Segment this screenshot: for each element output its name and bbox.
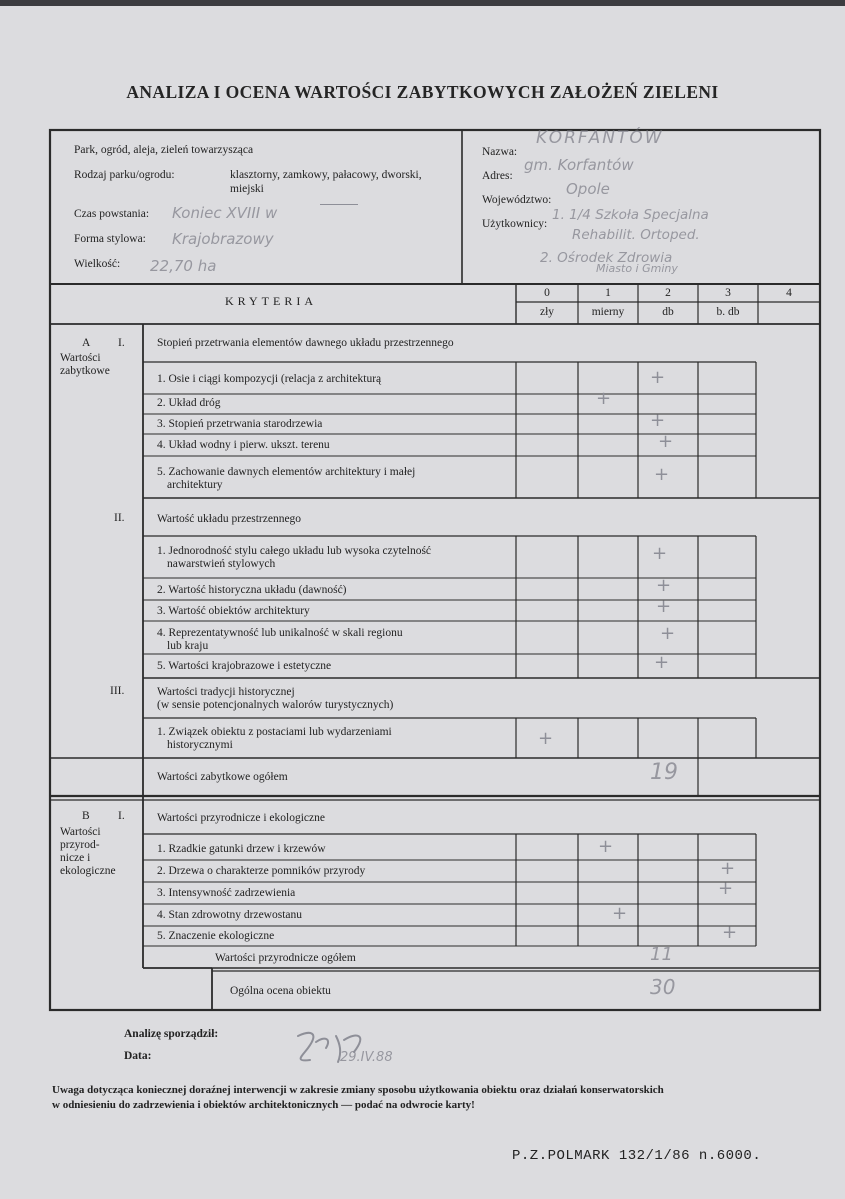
score-3-num: 3	[725, 287, 731, 299]
a2-heading: Wartość układu przestrzennego	[157, 513, 302, 525]
users-line-3: 2. Ośrodek Zdrowia	[540, 250, 673, 266]
check-mark: +	[660, 623, 676, 644]
check-mark: +	[656, 575, 672, 596]
a1-item-3: 3. Stopień przetrwania starodrzewia	[157, 418, 323, 430]
voivodeship-label: Województwo:	[482, 194, 552, 206]
score-1-num: 1	[605, 287, 611, 299]
check-mark: +	[658, 431, 674, 452]
intervention-note	[52, 1083, 822, 1113]
section-a-name: Wartości	[60, 352, 101, 364]
a1-item-4: 4. Układ wodny i pierw. ukszt. terenu	[157, 439, 330, 451]
intervention-note-line-1: Uwaga dotycząca koniecznej doraźnej interwencji w zakresie zmiany sposobu użytkowania obiektu oraz działań konserwatorskich	[52, 1084, 664, 1096]
check-mark: +	[718, 878, 734, 899]
underline-mark	[320, 204, 358, 205]
b1-heading: Wartości przyrodnicze i ekologiczne	[157, 812, 325, 824]
b1-item-2: 2. Drzewa o charakterze pomników przyrody	[157, 865, 366, 877]
a1-item-2: 2. Układ dróg	[157, 397, 221, 409]
a2-item-4: 4. Reprezentatywność lub unikalność w skali regionu	[157, 627, 403, 639]
score-2-num: 2	[665, 287, 671, 299]
check-mark: +	[612, 903, 628, 924]
check-mark: +	[598, 836, 614, 857]
score-1-name: mierny	[591, 306, 625, 318]
a3-heading: Wartości tradycji historycznej	[157, 686, 295, 698]
section-b-name-3: nicze i	[60, 852, 91, 864]
intervention-note-line-2: w odniesieniu do zadrzewienia i obiektów architektonicznych — podać na odwrocie karty!	[52, 1099, 475, 1111]
print-code: P.Z.POLMARK 132/1/86 n.6000.	[512, 1148, 762, 1164]
a1-item-5-cont: architektury	[167, 479, 223, 491]
check-mark: +	[722, 922, 738, 943]
voivodeship-value: Opole	[566, 180, 610, 198]
section-a-i-numeral: I.	[118, 337, 125, 349]
check-mark: +	[596, 388, 612, 409]
section-a-letter: A	[82, 337, 91, 349]
check-mark: +	[652, 543, 668, 564]
overall-label: Ogólna ocena obiektu	[230, 985, 331, 997]
check-mark: +	[656, 596, 672, 617]
address-value: gm. Korfantów	[524, 156, 634, 174]
score-2-name: db	[662, 306, 674, 318]
b1-item-1: 1. Rzadkie gatunki drzew i krzewów	[157, 843, 326, 855]
creation-time-label: Czas powstania:	[74, 208, 150, 220]
date-value: 29.IV.88	[340, 1050, 393, 1065]
style-form-label: Forma stylowa:	[74, 233, 146, 245]
users-line-4: Miasto i Gminy	[596, 262, 678, 275]
check-mark: +	[654, 464, 670, 485]
garden-kind-options: klasztorny, zamkowy, pałacowy, dworski,	[230, 169, 422, 181]
section-b-letter: B	[82, 810, 90, 822]
score-4-num: 4	[786, 287, 792, 299]
section-b-name-2: przyrod-	[60, 839, 100, 851]
a2-item-2: 2. Wartość historyczna układu (dawność)	[157, 584, 347, 596]
a1-item-5: 5. Zachowanie dawnych elementów architektury i małej	[157, 466, 416, 478]
address-label: Adres:	[482, 170, 513, 182]
size-label: Wielkość:	[74, 258, 121, 270]
prepared-by-label: Analizę sporządził:	[124, 1028, 219, 1040]
section-a-name-2: zabytkowe	[60, 365, 110, 377]
a3-heading-2: (w sensie potencjonalnych walorów turystycznych)	[157, 699, 394, 711]
users-line-1: 1. 1/4 Szkoła Specjalna	[552, 207, 709, 223]
b-total-label: Wartości przyrodnicze ogółem	[215, 952, 356, 964]
a2-item-1-cont: nawarstwień stylowych	[167, 558, 276, 570]
b1-item-3: 3. Intensywność zadrzewienia	[157, 887, 296, 899]
section-a-iii-numeral: III.	[110, 685, 125, 697]
score-0-num: 0	[544, 287, 550, 299]
overall-value: 30	[650, 975, 676, 999]
b-total-value: 11	[650, 944, 673, 965]
a2-item-4-cont: lub kraju	[167, 640, 209, 652]
size-value: 22,70 ha	[150, 257, 217, 275]
style-form-value: Krajobrazowy	[172, 230, 274, 248]
section-b-name: Wartości	[60, 826, 101, 838]
name-label: Nazwa:	[482, 146, 518, 158]
section-a-ii-numeral: II.	[114, 512, 125, 524]
a2-item-3: 3. Wartość obiektów architektury	[157, 605, 310, 617]
section-b-i-numeral: I.	[118, 810, 125, 822]
park-type-label: Park, ogród, aleja, zieleń towarzysząca	[74, 144, 254, 156]
a-total-label: Wartości zabytkowe ogółem	[157, 771, 288, 783]
a2-item-5: 5. Wartości krajobrazowe i estetyczne	[157, 660, 332, 672]
a3-item-1: 1. Związek obiektu z postaciami lub wydarzeniami	[157, 726, 392, 738]
section-b-name-4: ekologiczne	[60, 865, 116, 877]
check-mark: +	[654, 652, 670, 673]
users-line-2: Rehabilit. Ortoped.	[572, 227, 700, 243]
date-label: Data:	[124, 1050, 152, 1062]
criteria-header: KRYTERIA	[225, 294, 317, 308]
check-mark: +	[650, 410, 666, 431]
a3-item-1-cont: historycznymi	[167, 739, 233, 751]
a2-item-1: 1. Jednorodność stylu całego układu lub wysoka czytelność	[157, 545, 432, 557]
a1-item-1: 1. Osie i ciągi kompozycji (relacja z architekturą	[157, 373, 382, 385]
check-mark: +	[538, 728, 554, 749]
b1-item-5: 5. Znaczenie ekologiczne	[157, 930, 275, 942]
name-value: KORFANTÓW	[536, 128, 664, 148]
b1-item-4: 4. Stan zdrowotny drzewostanu	[157, 909, 302, 921]
a1-heading: Stopień przetrwania elementów dawnego układu przestrzennego	[157, 337, 454, 349]
users-label: Użytkownicy:	[482, 218, 548, 230]
check-mark: +	[650, 367, 666, 388]
score-3-name: b. db	[716, 306, 740, 318]
creation-time-value: Koniec XVIII w	[172, 204, 278, 222]
document-title: ANALIZA I OCENA WARTOŚCI ZABYTKOWYCH ZAŁOŻEŃ ZIELENI	[126, 82, 719, 102]
garden-kind-options-2: miejski	[230, 183, 264, 195]
check-mark: +	[720, 858, 736, 879]
garden-kind-label: Rodzaj parku/ogrodu:	[74, 169, 175, 181]
score-0-name: zły	[539, 306, 555, 318]
a-total-value: 19	[650, 760, 678, 785]
